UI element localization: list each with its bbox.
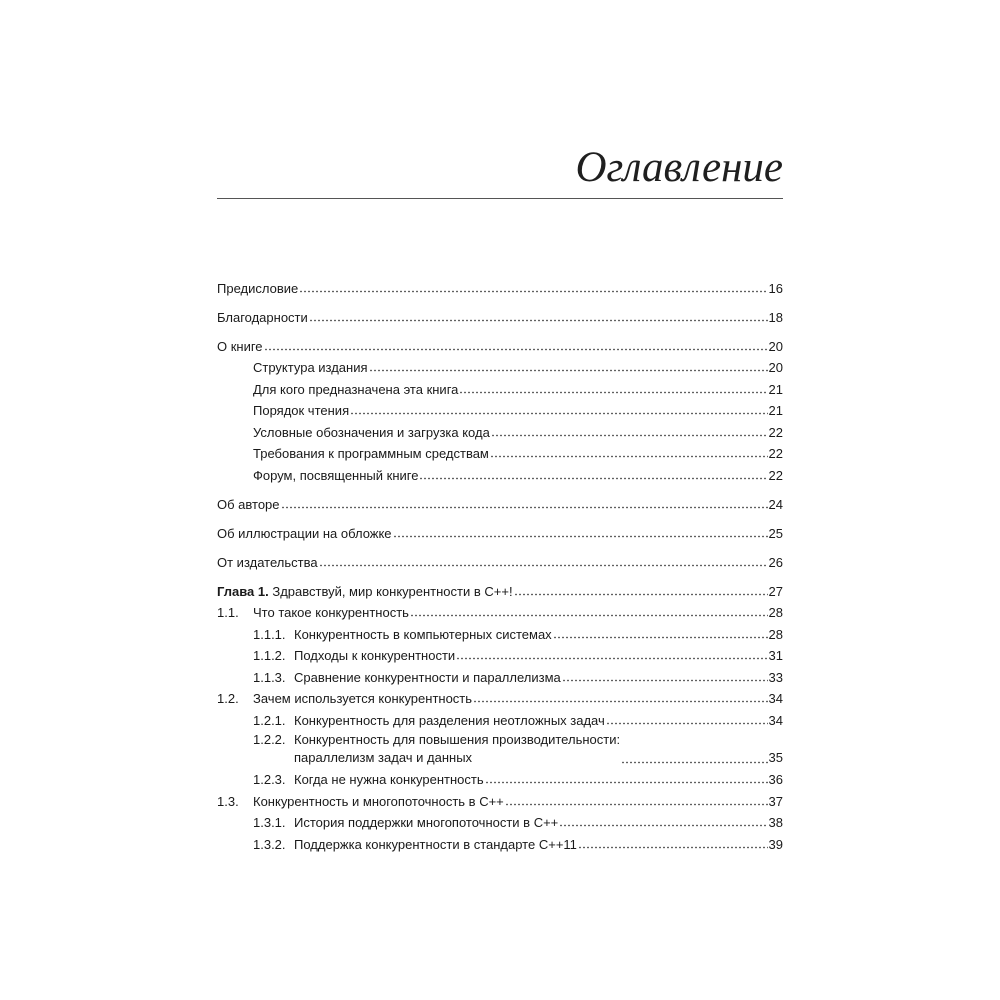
toc-entry-text: Об иллюстрации на обложке [217, 526, 392, 541]
toc-entry-text: Конкурентность в компьютерных системах [294, 627, 552, 642]
section-number: 1.1.1. [253, 627, 286, 642]
toc-entry-1-2[interactable] [217, 689, 783, 707]
toc-entry-text: Условные обозначения и загрузка кода [253, 425, 490, 440]
leader-dots [505, 792, 768, 806]
section-number: 1.3.2. [253, 837, 286, 852]
toc-entry-page: 38 [768, 815, 783, 830]
leader-dots [459, 380, 767, 394]
toc-entry-reading-order[interactable] [217, 401, 783, 419]
toc-entry-page: 34 [768, 713, 783, 728]
toc-entry-page: 37 [768, 794, 783, 809]
toc-entry-about-author[interactable] [217, 495, 783, 513]
toc-entry-preface[interactable] [217, 279, 783, 297]
toc-entry-text: Порядок чтения [253, 403, 350, 418]
leader-dots [491, 423, 768, 437]
toc-entry-page: 20 [768, 360, 783, 375]
toc-entry-page: 28 [768, 627, 783, 642]
toc-entry-text: История поддержки многопоточности в C++ [294, 815, 559, 830]
toc-entry-page: 31 [768, 648, 783, 663]
toc-entry-1-1-2[interactable] [217, 646, 783, 664]
table-of-contents [217, 0, 783, 1000]
leader-dots [514, 582, 768, 596]
toc-entry-text: Предисловие [217, 281, 299, 296]
section-number: 1.2.1. [253, 713, 286, 728]
toc-entry-1-3[interactable] [217, 792, 783, 810]
leader-dots [419, 466, 767, 480]
toc-entry-page: 21 [768, 382, 783, 397]
toc-entry-text: Здравствуй, мир конкурентности в C++! [272, 584, 513, 599]
section-number: 1.3.1. [253, 815, 286, 830]
toc-entry-page: 24 [768, 497, 783, 512]
chapter-label: Глава 1. [217, 584, 269, 599]
toc-entry-text: Форум, посвященный книге [253, 468, 419, 483]
toc-entry-text: О книге [217, 339, 263, 354]
toc-entry-structure[interactable] [217, 358, 783, 376]
toc-entry-1-3-1[interactable] [217, 813, 783, 831]
toc-entry-text: Требования к программным средствам [253, 446, 489, 461]
toc-entry-text: Конкурентность для повышения производительности: [294, 732, 621, 747]
toc-entry-text: Когда не нужна конкурентность [294, 772, 484, 787]
toc-entry-text: От издательства [217, 555, 318, 570]
leader-dots [410, 603, 768, 617]
toc-entry-page: 26 [768, 555, 783, 570]
toc-entry-1-2-2[interactable] [217, 732, 783, 766]
leader-dots [299, 279, 767, 293]
toc-entry-1-3-2[interactable] [217, 835, 783, 853]
leader-dots [490, 444, 768, 458]
toc-entry-text: Сравнение конкурентности и параллелизма [294, 670, 561, 685]
leader-dots [281, 495, 768, 509]
toc-entry-publisher[interactable] [217, 553, 783, 571]
toc-entry-text: Поддержка конкурентности в стандарте C++11 [294, 837, 577, 852]
toc-entry-text: Для кого предназначена эта книга [253, 382, 459, 397]
toc-entry-conventions[interactable] [217, 423, 783, 441]
toc-entry-1-2-1[interactable] [217, 711, 783, 729]
section-number: 1.1.3. [253, 670, 286, 685]
leader-dots [606, 711, 768, 725]
toc-entry-page: 18 [768, 310, 783, 325]
toc-entry-about-book[interactable] [217, 337, 783, 355]
toc-entry-text-continued: параллелизм задач и данных [294, 750, 473, 765]
toc-entry-chapter-1[interactable] [217, 582, 783, 600]
section-number: 1.2. [217, 691, 239, 706]
toc-entry-text: Об авторе [217, 497, 280, 512]
toc-entry-requirements[interactable] [217, 444, 783, 462]
toc-entry-page: 22 [768, 425, 783, 440]
page-title: Оглавление [575, 144, 783, 191]
leader-dots [393, 524, 768, 538]
toc-entry-text: Конкурентность и многопоточность в C++ [253, 794, 504, 809]
toc-entry-audience[interactable] [217, 380, 783, 398]
toc-entry-1-1-3[interactable] [217, 668, 783, 686]
section-number: 1.1.2. [253, 648, 286, 663]
toc-entry-page: 35 [768, 750, 783, 765]
toc-entry-page: 28 [768, 605, 783, 620]
toc-entry-page: 33 [768, 670, 783, 685]
leader-dots [621, 750, 767, 764]
toc-entry-forum[interactable] [217, 466, 783, 484]
toc-entry-1-1[interactable] [217, 603, 783, 621]
leader-dots [578, 835, 768, 849]
section-number: 1.2.3. [253, 772, 286, 787]
toc-entry-text: Конкурентность для разделения неотложных задач [294, 713, 605, 728]
leader-dots [485, 770, 768, 784]
toc-entry-text-block [294, 732, 620, 766]
section-number: 1.1. [217, 605, 239, 620]
toc-entry-text: Что такое конкурентность [253, 605, 409, 620]
section-number: 1.3. [217, 794, 239, 809]
toc-entry-page: 34 [768, 691, 783, 706]
toc-entry-cover-illustration[interactable] [217, 524, 783, 542]
toc-entry-text: Благодарности [217, 310, 308, 325]
toc-entry-page: 21 [768, 403, 783, 418]
toc-entry-page: 36 [768, 772, 783, 787]
toc-entry-text: Подходы к конкурентности [294, 648, 456, 663]
toc-entry-page: 22 [768, 468, 783, 483]
toc-entry-page: 16 [768, 281, 783, 296]
section-number: 1.2.2. [253, 732, 286, 747]
toc-entry-acknowledgements[interactable] [217, 308, 783, 326]
toc-entry-page: 25 [768, 526, 783, 541]
leader-dots [309, 308, 768, 322]
toc-entry-1-2-3[interactable] [217, 770, 783, 788]
toc-entry-page: 22 [768, 446, 783, 461]
leader-dots [562, 668, 768, 682]
toc-entry-text: Зачем используется конкурентность [253, 691, 473, 706]
leader-dots [264, 337, 768, 351]
leader-dots [559, 813, 767, 827]
toc-entry-1-1-1[interactable] [217, 625, 783, 643]
toc-entry-page: 27 [768, 584, 783, 599]
leader-dots [369, 358, 768, 372]
leader-dots [473, 689, 767, 703]
leader-dots [319, 553, 768, 567]
toc-entry-text: Структура издания [253, 360, 368, 375]
leader-dots [553, 625, 768, 639]
toc-entry-page: 39 [768, 837, 783, 852]
toc-entry-page: 20 [768, 339, 783, 354]
leader-dots [456, 646, 767, 660]
leader-dots [350, 401, 767, 415]
